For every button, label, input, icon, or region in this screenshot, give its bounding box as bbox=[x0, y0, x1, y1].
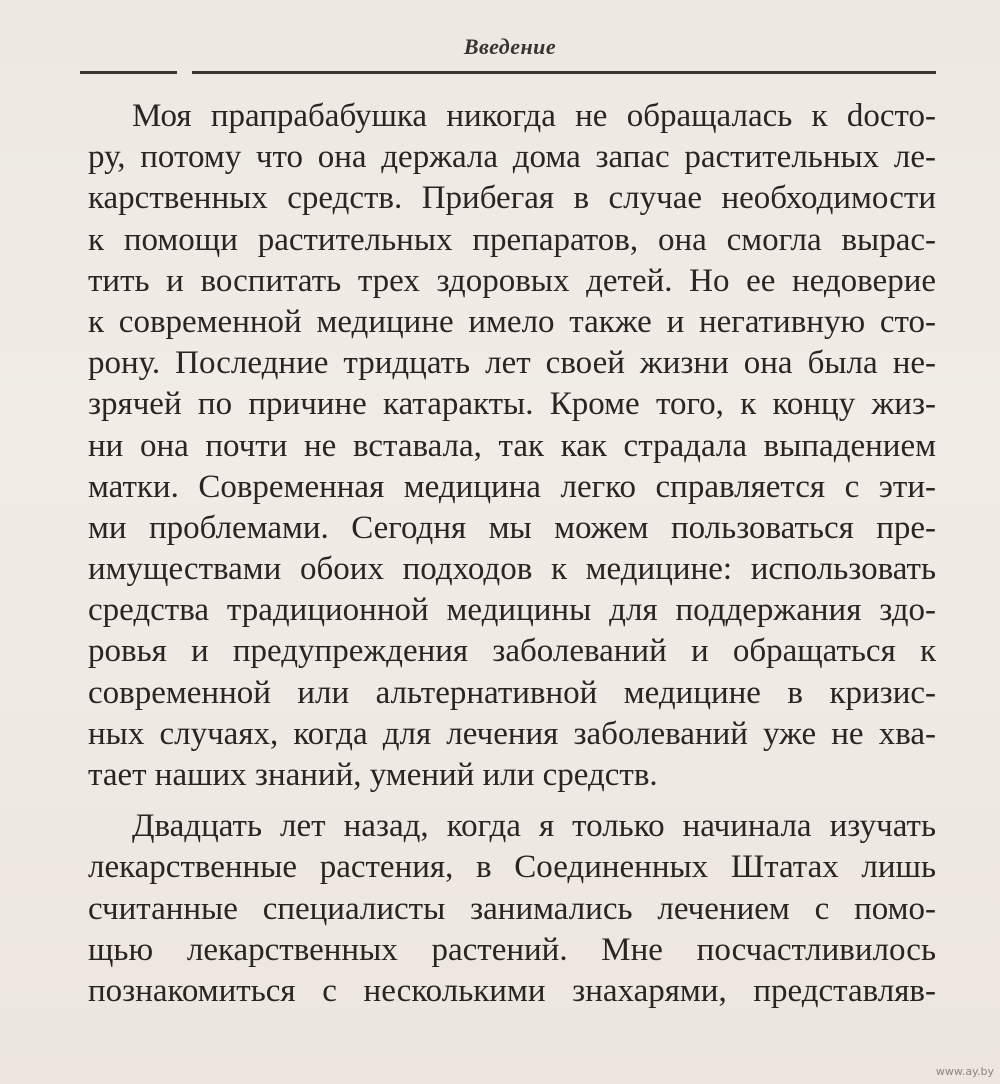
text-line: средства традиционной медицины для поддержания здо- bbox=[88, 592, 936, 629]
text-line: познакомиться с несколькими знахарями, представляв- bbox=[88, 972, 936, 1009]
header-rule-left bbox=[80, 71, 177, 74]
text-line: к помощи растительных препаратов, она смогла вырас- bbox=[88, 221, 936, 258]
header-rule-right bbox=[192, 71, 936, 74]
text-line: зрячей по причине катаракты. Кроме того, к концу жиз- bbox=[88, 386, 936, 423]
text-line: лекарственные растения, в Соединенных Штатах лишь bbox=[88, 849, 936, 886]
text-line: тает наших знаний, умений или средств. bbox=[88, 757, 658, 793]
text-line: ных случаях, когда для лечения заболеваний уже не хва- bbox=[88, 715, 936, 752]
text-line: щью лекарственных растений. Мне посчастливилось bbox=[88, 931, 936, 968]
text-line: рону. Последние тридцать лет своей жизни она была не- bbox=[88, 345, 936, 382]
text-line: ми проблемами. Сегодня мы можем пользоваться пре- bbox=[88, 509, 936, 546]
text-line: современной или альтернативной медицине в кризис- bbox=[88, 674, 936, 711]
text-line: тить и воспитать трех здоровых детей. Но ее недоверие bbox=[88, 262, 936, 299]
running-header bbox=[0, 34, 1000, 60]
watermark-text: www.ay.by bbox=[935, 1065, 994, 1078]
text-line: считанные специалисты занимались лечением с помо- bbox=[88, 890, 936, 927]
text-line: ровья и предупреждения заболеваний и обращаться к bbox=[88, 633, 936, 670]
chapter-title: Введение bbox=[463, 34, 557, 59]
body-text bbox=[88, 96, 936, 1012]
text-line: матки. Современная медицина легко справляется с эти- bbox=[88, 468, 936, 505]
text-line: Двадцать лет назад, когда я только начинала изучать bbox=[132, 808, 936, 845]
text-line: ру, потому что она держала дома запас растительных ле- bbox=[88, 139, 936, 176]
text-line: к современной медицине имело также и негативную сто- bbox=[88, 303, 936, 340]
text-line: имуществами обоих подходов к медицине: использовать bbox=[88, 551, 936, 588]
text-line: Моя прапрабабушка никогда не обращалась к docто- bbox=[132, 98, 936, 134]
paragraph-gap bbox=[88, 796, 936, 806]
text-line: карственных средств. Прибегая в случае необходимости bbox=[88, 180, 936, 217]
text-line: ни она почти не вставала, так как страдала выпадением bbox=[88, 427, 936, 464]
